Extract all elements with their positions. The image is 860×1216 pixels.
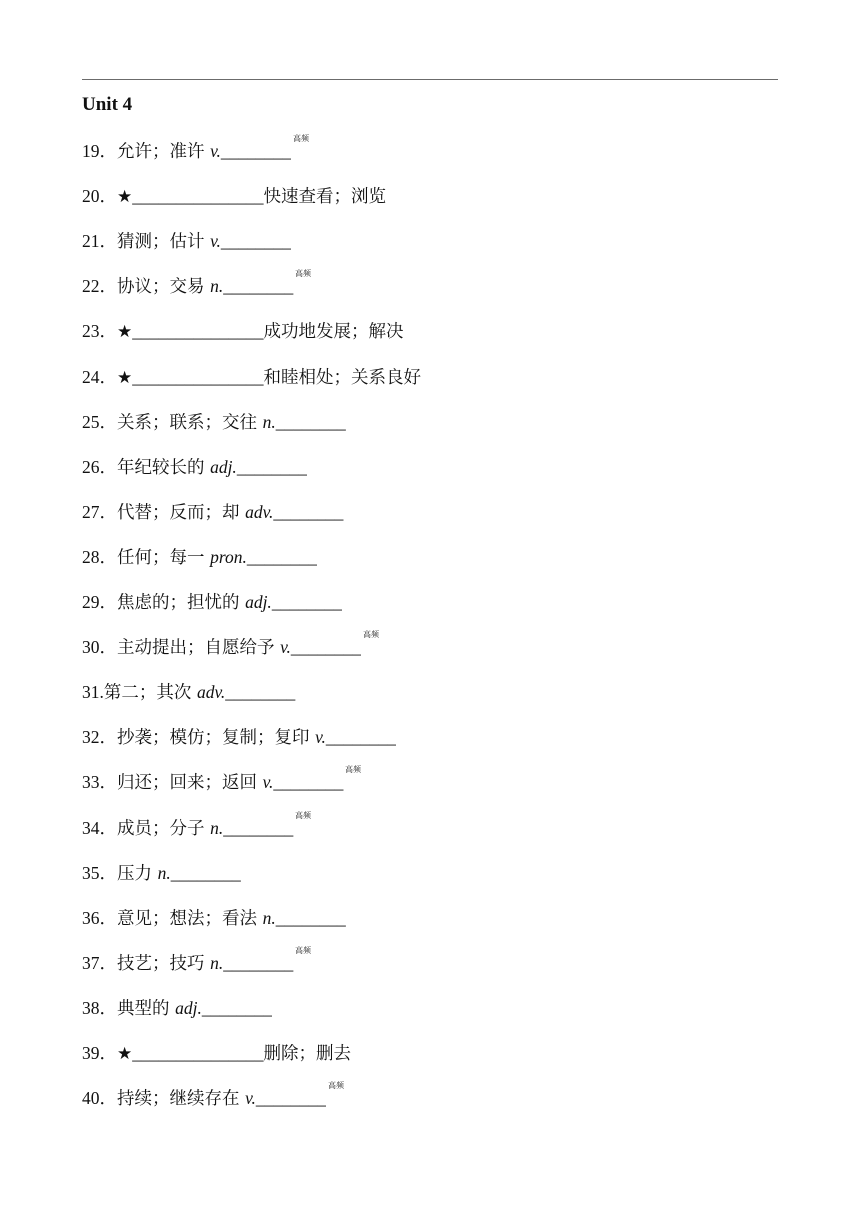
item-meaning: 代替；反而；却: [117, 502, 246, 523]
item-meaning: 成员；分子: [117, 818, 211, 839]
vocab-item: [82, 680, 295, 705]
answer-blank[interactable]: ________: [275, 411, 346, 432]
high-frequency-mark: 高频: [345, 765, 361, 775]
item-meaning: 第二；其次: [103, 683, 197, 704]
part-of-speech: adv.: [196, 682, 226, 703]
part-of-speech: adj.: [245, 592, 272, 612]
high-frequency-mark: 高频: [295, 269, 311, 279]
item-number: 26．: [82, 456, 117, 477]
item-meaning: 年纪较长的: [117, 457, 211, 478]
item-number: 21．: [82, 231, 117, 252]
part-of-speech: n.: [210, 817, 224, 838]
vocab-item: [82, 455, 307, 480]
part-of-speech: adj.: [210, 456, 237, 477]
vocab-item: [82, 810, 311, 841]
answer-blank[interactable]: ________: [273, 501, 344, 522]
item-number: 33．: [82, 772, 117, 793]
part-of-speech: n.: [262, 411, 276, 432]
item-meaning: 协议；交易: [117, 277, 211, 298]
phrase-meaning: 成功地发展；解决: [263, 322, 404, 343]
part-of-speech: pron.: [210, 546, 247, 567]
item-number: 40．: [82, 1088, 117, 1109]
vocab-item: [82, 319, 404, 344]
phrase-meaning: 删除；删去: [263, 1044, 351, 1064]
item-meaning: 归还；回来；返回: [117, 773, 263, 794]
star-mark: ★: [117, 367, 133, 388]
item-meaning: 压力: [117, 863, 158, 884]
vocab-item: [82, 500, 343, 525]
answer-blank[interactable]: ________: [273, 772, 344, 793]
vocab-item: [82, 1081, 344, 1111]
star-mark: ★: [117, 322, 133, 343]
item-meaning: 典型的: [117, 998, 176, 1019]
item-meaning: 焦虑的；担忧的: [117, 593, 246, 613]
item-number: 22．: [82, 276, 117, 297]
phrase-meaning: 和睦相处；关系良好: [263, 367, 421, 388]
answer-blank[interactable]: _______________: [132, 366, 264, 387]
top-rule: [82, 79, 778, 80]
item-meaning: 允许；准许: [117, 142, 211, 162]
item-number: 39．: [82, 1043, 117, 1063]
item-meaning: 猜测；估计: [117, 232, 211, 253]
vocab-item: [82, 229, 291, 254]
item-number: 27．: [82, 501, 117, 522]
answer-blank[interactable]: ________: [223, 817, 294, 838]
part-of-speech: v.: [210, 141, 221, 161]
part-of-speech: n.: [210, 952, 224, 973]
vocab-item: [82, 861, 241, 886]
star-mark: ★: [117, 187, 133, 208]
answer-blank[interactable]: _______________: [132, 321, 264, 342]
part-of-speech: v.: [262, 772, 274, 793]
item-number: 19．: [82, 141, 117, 161]
item-number: 28．: [82, 546, 117, 567]
item-number: 35．: [82, 862, 117, 883]
part-of-speech: v.: [315, 727, 326, 748]
vocab-item: [82, 996, 272, 1021]
item-meaning: 任何；每一: [117, 547, 211, 568]
part-of-speech: n.: [262, 907, 276, 928]
answer-blank[interactable]: _______________: [132, 1043, 264, 1063]
item-meaning: 主动提出；自愿给予: [117, 638, 281, 659]
answer-blank[interactable]: ________: [170, 862, 241, 883]
vocab-item: [82, 765, 361, 795]
part-of-speech: adv.: [245, 501, 274, 522]
answer-blank[interactable]: ________: [271, 592, 342, 612]
part-of-speech: adj.: [175, 997, 202, 1018]
part-of-speech: v.: [280, 637, 291, 658]
vocab-item: [82, 630, 379, 660]
vocab-item: [82, 365, 421, 390]
item-number: 23．: [82, 321, 117, 342]
part-of-speech: v.: [245, 1088, 256, 1109]
answer-blank[interactable]: ________: [223, 276, 294, 297]
vocab-item: [82, 725, 396, 750]
answer-blank[interactable]: ________: [220, 231, 291, 252]
part-of-speech: n.: [157, 862, 171, 883]
answer-blank[interactable]: ________: [325, 727, 396, 748]
item-number: 31.: [82, 682, 104, 703]
answer-blank[interactable]: ________: [225, 682, 296, 703]
high-frequency-mark: 高频: [295, 810, 311, 820]
vocab-item: [82, 1041, 351, 1066]
answer-blank[interactable]: ________: [236, 456, 307, 477]
item-number: 37．: [82, 952, 117, 973]
answer-blank[interactable]: ________: [246, 546, 317, 567]
vocab-item: [82, 134, 309, 164]
item-meaning: 关系；联系；交往: [117, 412, 263, 433]
part-of-speech: v.: [210, 231, 221, 252]
item-number: 30．: [82, 637, 117, 658]
answer-blank[interactable]: ________: [220, 141, 291, 161]
vocab-item: [82, 269, 311, 299]
high-frequency-mark: 高频: [295, 945, 311, 955]
item-number: 38．: [82, 997, 117, 1018]
item-number: 34．: [82, 817, 117, 838]
vocab-item: [82, 590, 342, 615]
item-number: 20．: [82, 186, 117, 207]
phrase-meaning: 快速查看；浏览: [263, 187, 386, 208]
answer-blank[interactable]: ________: [223, 952, 294, 973]
answer-blank[interactable]: ________: [201, 997, 272, 1018]
vocab-item: [82, 945, 311, 976]
vocab-item: [82, 410, 346, 435]
answer-blank[interactable]: _______________: [132, 186, 264, 207]
star-mark: ★: [117, 1044, 133, 1064]
item-meaning: 技艺；技巧: [117, 953, 211, 974]
item-meaning: 抄袭；模仿；复制；复印: [117, 728, 316, 749]
item-meaning: 持续；继续存在: [117, 1089, 246, 1110]
vocab-item: [82, 906, 346, 931]
answer-blank[interactable]: ________: [290, 637, 361, 658]
high-frequency-mark: 高频: [293, 134, 309, 143]
item-number: 36．: [82, 907, 117, 928]
part-of-speech: n.: [210, 276, 224, 297]
answer-blank[interactable]: ________: [275, 907, 346, 928]
item-number: 29．: [82, 592, 117, 612]
item-number: 25．: [82, 411, 117, 432]
item-number: 24．: [82, 366, 117, 387]
high-frequency-mark: 高频: [328, 1081, 344, 1091]
answer-blank[interactable]: ________: [255, 1088, 326, 1109]
vocab-item: [82, 184, 386, 209]
item-meaning: 意见；想法；看法: [117, 908, 263, 929]
high-frequency-mark: 高频: [363, 630, 379, 640]
vocab-item: [82, 545, 317, 570]
unit-heading: Unit 4: [82, 94, 133, 115]
item-number: 32．: [82, 727, 117, 748]
